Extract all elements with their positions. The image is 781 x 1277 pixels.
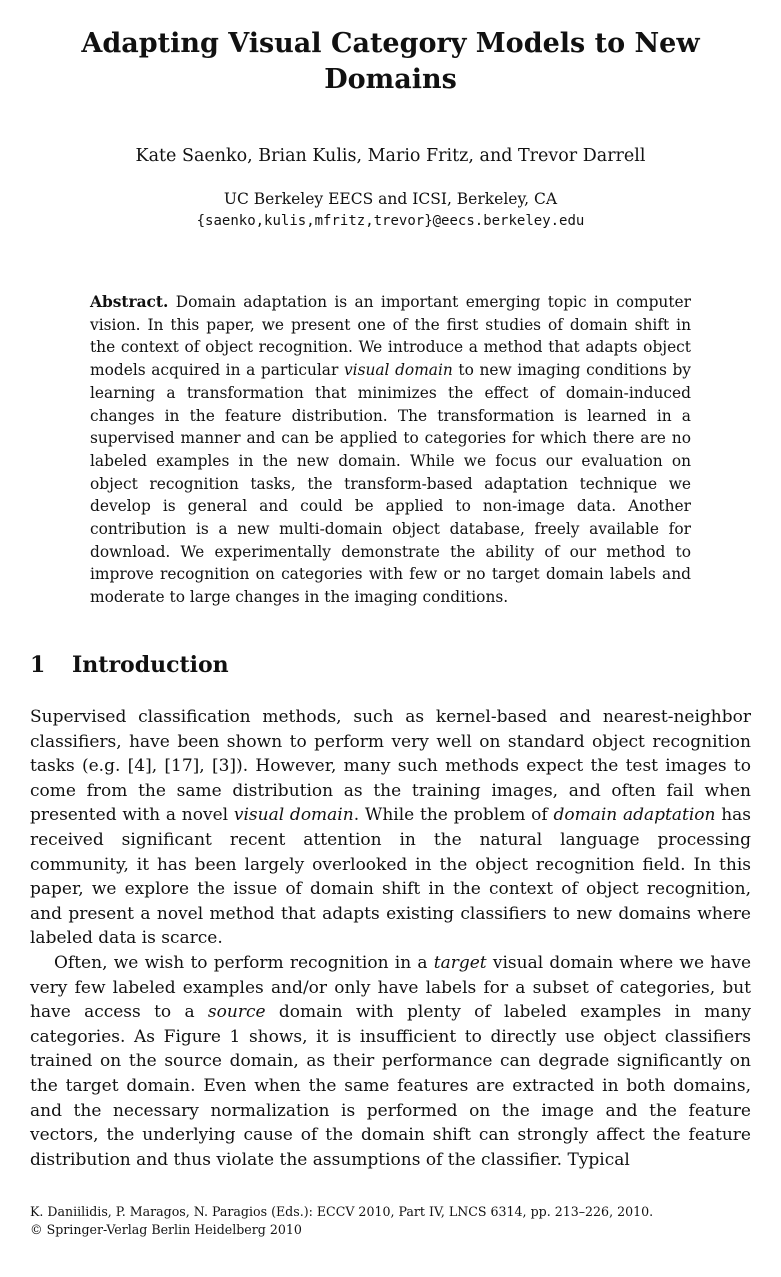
paragraph-text: Often, we wish to perform recognition in a: [54, 952, 428, 973]
emphasis-text: source: [207, 1002, 266, 1023]
abstract-text: to new imaging conditions by learning a transformation that minimizes the effect of domain-induced changes in the feature distribution. The transformation is learned in a supervised manner and can be applied to categories for which there are no labeled examples in the new domain. While we focus our evaluation on object recognition tasks, the transform-based adaptation technique we develop is general and could be applied to non-image data. Another contribution is a new multi-domain object database, freely available for download. We experimentally demonstrate the ability of our method to improve recognition on categories with few or no target domain labels and moderate to large changes in the imaging conditions.: [90, 361, 692, 607]
abstract-text: Domain adaptation is an important emerging topic in computer vision. In this paper, we present one of the first studies of domain shift in the context of object recognition. We introduce a method that adapts object models acquired in a particular: [90, 293, 691, 380]
email-addresses: {saenko,kulis,mfritz,trevor}@eecs.berkeley.edu: [196, 213, 585, 229]
paragraph-text: . While the problem of: [353, 805, 548, 826]
section-heading: [30, 650, 229, 680]
section-title: Introduction: [72, 652, 229, 678]
emphasis-text: target: [433, 952, 487, 973]
copyright-notice: © Springer-Verlag Berlin Heidelberg 2010: [30, 1222, 302, 1237]
author-list: Kate Saenko, Brian Kulis, Mario Fritz, and Trevor Darrell: [135, 146, 646, 166]
paragraph: [30, 951, 751, 1172]
paper-title: Adapting Visual Category Models to New Domains: [81, 28, 700, 95]
abstract: [90, 291, 691, 609]
affiliation-block: [0, 188, 781, 232]
emphasis-text: domain adaptation: [553, 805, 716, 826]
paragraph-text: domain with plenty of labeled examples in many categories. As Figure 1 shows, it is insufficient to directly use object classifiers trained on the source domain, as their performance can degrade significantly on the target domain. Even when the same features are extracted in both domains, and the necessary normalization is performed on the image and the feature vectors, the underlying cause of the domain shift can strongly affect the feature distribution and thus violate the assumptions of the classifier. Typical: [30, 1002, 752, 1170]
footer: [30, 1203, 760, 1239]
abstract-label: Abstract.: [90, 293, 169, 311]
publication-info: K. Daniilidis, P. Maragos, N. Paragios (Eds.): ECCV 2010, Part IV, LNCS 6314, pp. 213–226, 2010.: [30, 1204, 654, 1219]
section-number: 1: [30, 652, 46, 678]
emphasis-text: visual domain: [233, 805, 354, 826]
paragraph-text: Supervised classification methods, such as kernel-based and nearest-neighbor classifiers, have been shown to perform very well on standard object recognition tasks (e.g. [4], [17], [3]). However, many such methods expect the test images to come from the same distribution as the training images, and often fail when presented with a novel: [30, 707, 751, 826]
paragraph: [30, 705, 751, 951]
abstract-emphasis: visual domain: [343, 361, 453, 380]
affiliation: UC Berkeley EECS and ICSI, Berkeley, CA: [223, 190, 558, 208]
paragraph-text: has received significant recent attention in the natural language processing community, it has been largely overlooked in the object recognition field. In this paper, we explore the issue of domain shift in the context of object recognition, and present a novel method that adapts existing classifiers to new domains where labeled data is scarce.: [30, 805, 752, 949]
paragraph-text: visual domain where we have very few labeled examples and/or only have labels for a subset of categories, but have access to a: [30, 952, 751, 1023]
body-text: [30, 705, 751, 1172]
